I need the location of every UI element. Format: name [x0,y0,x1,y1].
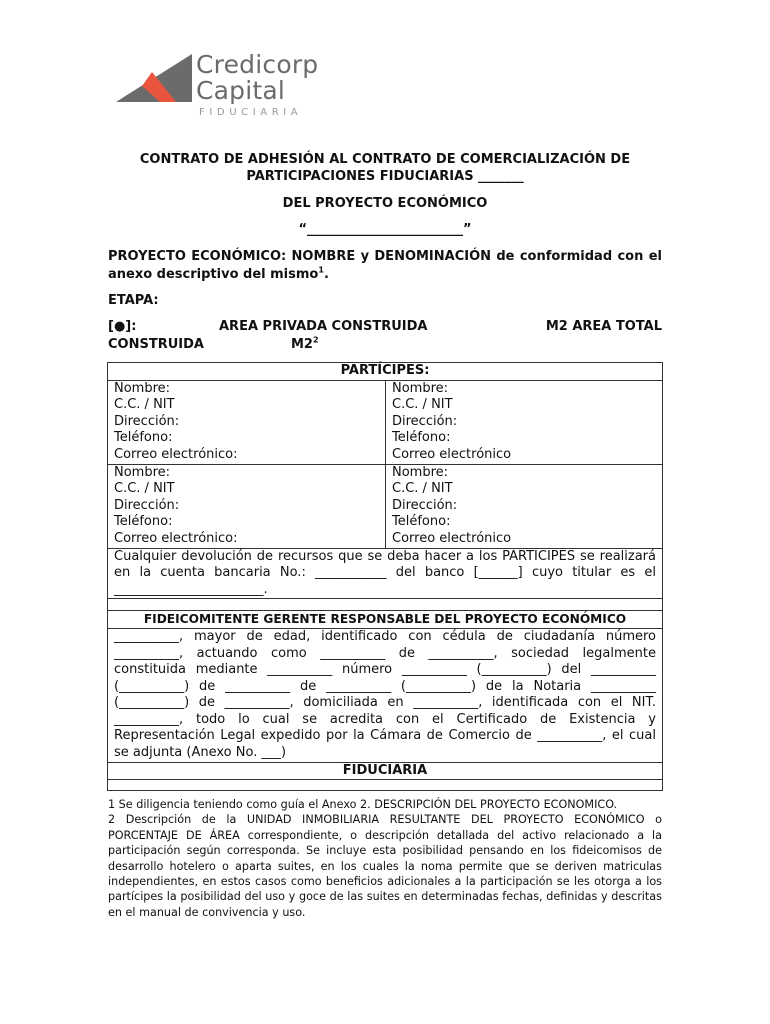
empty-row [108,780,663,791]
participant-cell-left-1 [108,380,386,464]
logo-mark-icon [116,54,196,106]
field-correo: Correo electrónico [392,530,512,546]
field-cc-nit: C.C. / NIT [114,481,175,497]
field-cc-nit: C.C. / NIT [392,397,453,413]
field-direccion: Dirección: [114,413,180,429]
fiduciaria-header: FIDUCIARIA [108,762,663,780]
participant-cell-right-1 [386,380,663,464]
project-paragraph [108,248,662,284]
area-m2-label: $M2^2$ [291,335,319,352]
field-cc-nit: C.C. / NIT [114,397,175,413]
fideicomitente-header: FIDEICOMITENTE GERENTE RESPONSABLE DEL PROYECTO ECONÓMICO [108,611,663,629]
area-built-label: CONSTRUIDA [108,337,204,352]
footnotes [108,797,662,920]
logo-text-capital: Capital [196,76,286,105]
field-telefono: Teléfono: [114,430,173,446]
field-correo: Correo electrónico: [114,446,238,462]
field-direccion: Dirección: [392,413,458,429]
footnote-ref-1: 1 [318,265,324,275]
project-period: . [323,267,329,282]
field-telefono: Teléfono: [392,514,451,530]
fideicomitente-text: __________, mayor de edad, identificado con cédula de ciudadanía número __________, actuando como __________ de __________, sociedad legalmente constituida mediante __________ número __________ (__________) del __________ (__________) de __________ de __________ (__________) de la Notaria __________ (__________) de __________, domiciliada en __________, identificada con el NIT. __________, todo lo cual se acredita con el Certificado de Existencia y Representación Legal expedido por la Cámara de Comercio de __________, el cual se adjunta (Anexo No. ___) [108,628,663,762]
contract-title-line-2: PARTICIPACIONES FIDUCIARIAS _______ [246,169,524,184]
field-telefono: Teléfono: [392,430,451,446]
field-nombre: Nombre: [392,380,449,396]
project-text: PROYECTO ECONÓMICO: NOMBRE y DENOMINACIÓN de conformidad con el anexo descriptivo del mismo [108,249,662,282]
logo-text-fiduciaria: FIDUCIARIA [199,107,303,118]
contract-title-line-3: DEL PROYECTO ECONÓMICO [282,196,488,211]
contract-title-line-4: “________________________” [298,222,472,237]
etapa-label: ETAPA: [108,293,159,308]
field-nombre: Nombre: [114,464,171,480]
logo-text-credicorp: Credicorp [196,50,319,79]
area-private-label: AREA PRIVADA CONSTRUIDA [219,319,428,334]
footnote-2: 2 Descripción de la UNIDAD INMOBILIARIA RESULTANTE DEL PROYECTO ECONÓMICO o PORCENTAJE DE ÁREA correspondiente, o descripción detallada del activo relacionado a la participación según corresponda. Se incluye esta posibilidad pensando en los fideicomisos de desarrollo hotelero o aparta suites, en los cuales la noma permite que se deriven matriculas independientes, en estos casos como beneficios adicionales a la participación se les otorga a los partícipes la posibilidad del uso y goce de las suites en determinadas fechas, definidas y descritas en el manual de convivencia y uso. [108,813,662,919]
field-correo: Correo electrónico [392,446,512,462]
field-direccion: Dirección: [392,497,458,513]
credicorp-capital-logo [116,50,326,122]
empty-row [108,599,663,611]
participant-row-2 [108,464,663,548]
footnote-1: 1 Se diligencia teniendo como guía el Anexo 2. DESCRIPCIÓN DEL PROYECTO ECONOMICO. [108,798,618,811]
participant-cell-right-2 [386,464,663,548]
field-nombre: Nombre: [114,380,171,396]
contract-title-line-1: CONTRATO DE ADHESIÓN AL CONTRATO DE COMERCIALIZACIÓN DE [139,152,631,167]
participants-header: PARTÍCIPES: [108,363,663,381]
refund-account-text: Cualquier devolución de recursos que se deba hacer a los PARTICIPES se realizará en la cuenta bancaria No.: ___________ del banco [______] cuyo titular es el _______________________. [108,548,663,599]
field-direccion: Dirección: [114,497,180,513]
area-total-label: M2 AREA TOTAL [545,319,662,334]
footnote-ref-2: 2 [312,335,319,345]
field-correo: Correo electrónico: [114,530,238,546]
field-telefono: Teléfono: [114,514,173,530]
field-nombre: Nombre: [392,464,449,480]
participants-table [107,362,663,791]
area-bullet: [●]: [108,319,137,334]
field-cc-nit: C.C. / NIT [392,481,453,497]
area-block [108,318,662,354]
participant-cell-left-2 [108,464,386,548]
participant-row-1 [108,380,663,464]
